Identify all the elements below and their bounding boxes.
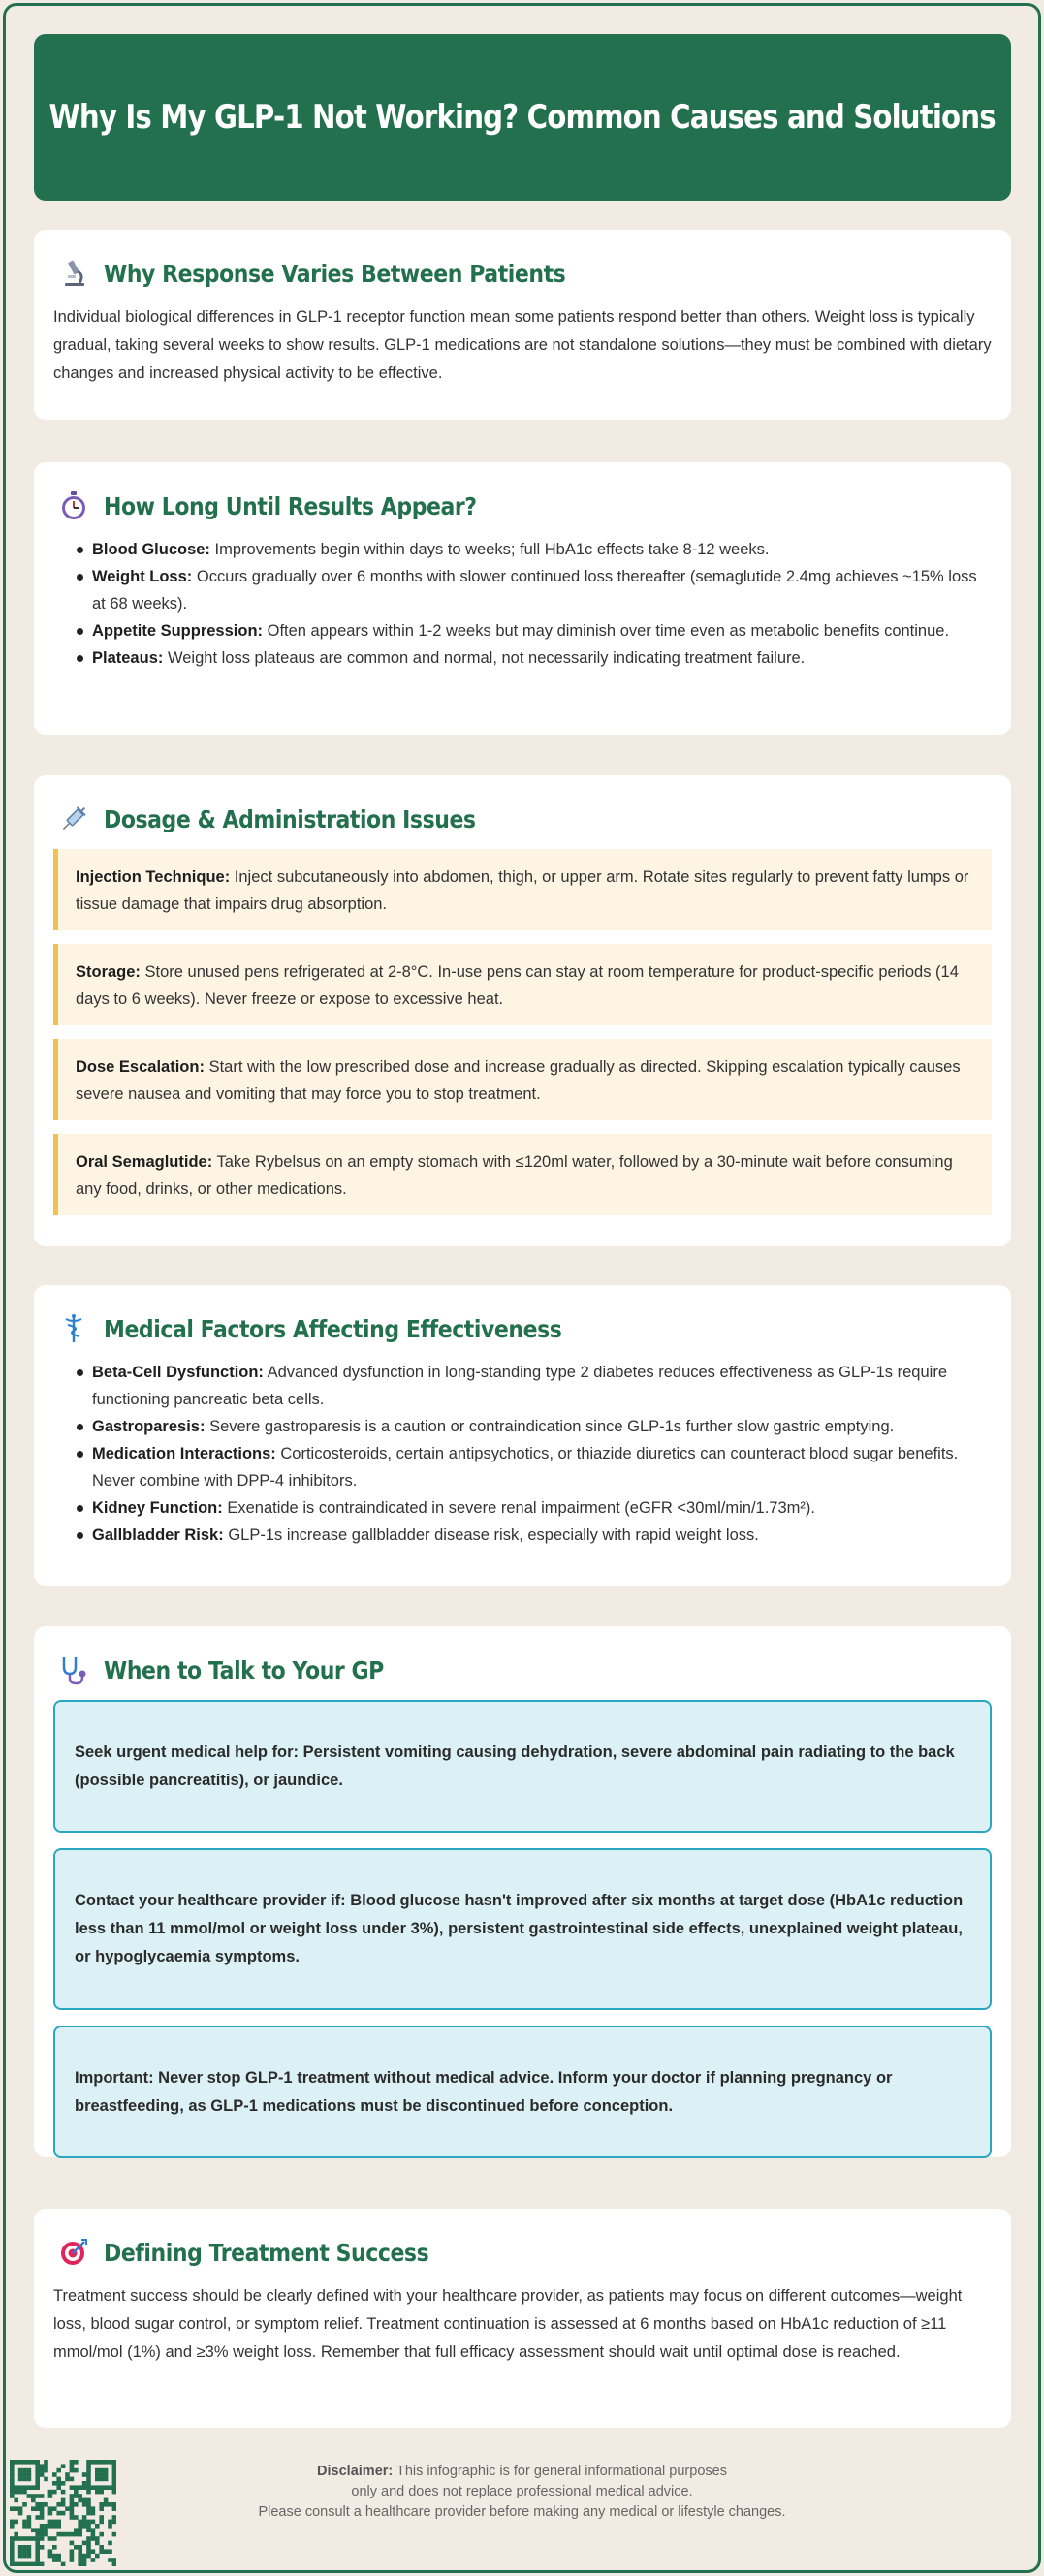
callout-text: Start with the low prescribed dose and increase gradually as directed. Skipping escalation typically causes severe nausea and vomiting that may force you to stop treatment. [76, 1058, 961, 1103]
section-variation-text: Individual biological differences in GLP-1 receptor function mean some patients respond better than others. Weight loss is typically gradual, taking several weeks to show results. GLP-1 medications are not standalone solutions—they must be combined with dietary changes and increased physical activity to be effective. [53, 308, 992, 382]
list-item-label: Plateaus: [92, 649, 164, 667]
section-variation [34, 230, 1011, 420]
list-item-text: Occurs gradually over 6 months with slower continued loss thereafter (semaglutide 2.4mg achieves ~15% loss at 68 weeks). [92, 568, 977, 613]
section-timeline [34, 462, 1011, 735]
section-gp [34, 1626, 1011, 2157]
list-item-text: GLP-1s increase gallbladder disease risk, especially with rapid weight loss. [228, 1526, 759, 1544]
disclaimer-line-1 [0, 2462, 1044, 2482]
alert-text: Important: Never stop GLP-1 treatment without medical advice. Inform your doctor if planning pregnancy or breastfeeding, as GLP-1 medications must be discontinued before conception. [75, 2068, 893, 2115]
list-item [75, 644, 992, 672]
disclaimer-line-3: Please consult a healthcare provider before making any medical or lifestyle changes. [258, 2504, 786, 2520]
page-header [34, 34, 1011, 201]
list-item [75, 536, 992, 563]
dosage-callout [53, 1134, 992, 1215]
alert-text: Seek urgent medical help for: Persistent vomiting causing dehydration, severe abdominal pain radiating to the back (possible pancreatitis), or jaundice. [75, 1743, 955, 1789]
medical-list [53, 1359, 992, 1549]
disclaimer-text-1: This infographic is for general informational purposes [396, 2464, 727, 2479]
section-dosage-heading [53, 797, 992, 841]
list-item-label: Weight Loss: [92, 568, 193, 585]
list-item [75, 1413, 992, 1440]
section-medical-heading [53, 1306, 992, 1351]
section-success-title: Defining Treatment Success [104, 2238, 429, 2267]
list-item-label: Blood Glucose: [92, 541, 210, 558]
disclaimer-line-2: only and does not replace professional medical advice. [351, 2484, 693, 2499]
list-item-label: Kidney Function: [92, 1499, 223, 1517]
list-item-label: Appetite Suppression: [92, 622, 264, 640]
disclaimer-footer [0, 2462, 1044, 2523]
section-timeline-title: How Long Until Results Appear? [104, 491, 477, 520]
section-success-text: Treatment success should be clearly defined with your healthcare provider, as patients may focus on different outcomes—weight loss, blood sugar control, or symptom relief. Treatment continuation is assessed at 6 months based on HbA1c reduction of ≥11 mmol/mol (1%) and ≥3% weight loss. Remember that full efficacy assessment should wait until optimal dose is reached. [53, 2287, 963, 2361]
section-variation-title: Why Response Varies Between Patients [104, 259, 566, 288]
callout-text: Take Rybelsus on an empty stomach with ≤120ml water, followed by a 30-minute wait before consuming any food, drinks, or other medications. [76, 1153, 953, 1198]
list-item [75, 1494, 992, 1522]
section-medical-title: Medical Factors Affecting Effectiveness [104, 1314, 562, 1343]
list-item [75, 1359, 992, 1413]
syringe-icon [57, 802, 90, 835]
stopwatch-icon [57, 489, 90, 522]
dosage-callout [53, 944, 992, 1025]
urgent-help-alert [53, 1700, 992, 1833]
dosage-callout [53, 849, 992, 930]
section-dosage-title: Dosage & Administration Issues [104, 804, 476, 833]
list-item [75, 1522, 992, 1549]
list-item-text: Improvements begin within days to weeks; full HbA1c effects take 8-12 weeks. [214, 541, 770, 558]
caduceus-icon [57, 1312, 90, 1345]
section-success [34, 2209, 1011, 2428]
section-gp-heading [53, 1648, 992, 1692]
dosage-callout [53, 1039, 992, 1120]
list-item-label: Gallbladder Risk: [92, 1526, 224, 1544]
disclaimer-label: Disclaimer: [317, 2464, 394, 2479]
contact-provider-alert [53, 1848, 992, 2010]
alert-text: Contact your healthcare provider if: Blood glucose hasn't improved after six months at target dose (HbA1c reduction less than 11 mmol/mol or weight loss under 3%), persistent gastrointestinal side effects, unexplained weight plateau, or hypoglycaemia symptoms. [75, 1892, 964, 1965]
section-gp-title: When to Talk to Your GP [104, 1655, 384, 1684]
callout-label: Injection Technique: [76, 868, 231, 886]
page-title: Why Is My GLP-1 Not Working? Common Causes and Solutions [48, 98, 997, 137]
section-variation-heading [53, 251, 992, 296]
section-dosage [34, 775, 1011, 1246]
callout-text: Store unused pens refrigerated at 2-8°C. In-use pens can stay at room temperature for product-specific periods (14 days to 6 weeks). Never freeze or expose to excessive heat. [76, 963, 959, 1008]
section-success-heading [53, 2230, 992, 2275]
list-item [75, 617, 992, 644]
list-item-label: Beta-Cell Dysfunction: [92, 1364, 264, 1381]
list-item [75, 563, 992, 617]
important-alert [53, 2026, 992, 2158]
timeline-list [53, 536, 992, 672]
list-item [75, 1440, 992, 1494]
callout-label: Oral Semaglutide: [76, 1153, 213, 1171]
callout-label: Dose Escalation: [76, 1058, 205, 1076]
list-item-text: Often appears within 1-2 weeks but may diminish over time even as metabolic benefits continue. [267, 622, 950, 640]
target-icon [57, 2236, 90, 2269]
callout-text: Inject subcutaneously into abdomen, thigh, or upper arm. Rotate sites regularly to prevent fatty lumps or tissue damage that impairs drug absorption. [76, 868, 969, 913]
list-item-label: Medication Interactions: [92, 1445, 276, 1462]
callout-label: Storage: [76, 963, 141, 981]
list-item-text: Severe gastroparesis is a caution or contraindication since GLP-1s further slow gastric emptying. [209, 1418, 895, 1435]
list-item-text: Exenatide is contraindicated in severe renal impairment (eGFR <30ml/min/1.73m²). [227, 1499, 815, 1517]
microscope-icon [57, 257, 90, 290]
list-item-text: Weight loss plateaus are common and normal, not necessarily indicating treatment failure. [167, 649, 806, 667]
stethoscope-icon [57, 1653, 90, 1686]
section-timeline-heading [53, 484, 992, 528]
list-item-text: Corticosteroids, certain antipsychotics, or thiazide diuretics can counteract blood sugar benefits. Never combine with DPP-4 inhibitors. [92, 1445, 959, 1490]
list-item-text: Advanced dysfunction in long-standing type 2 diabetes reduces effectiveness as GLP-1s require functioning pancreatic beta cells. [92, 1364, 947, 1408]
section-medical [34, 1285, 1011, 1586]
list-item-label: Gastroparesis: [92, 1418, 206, 1435]
